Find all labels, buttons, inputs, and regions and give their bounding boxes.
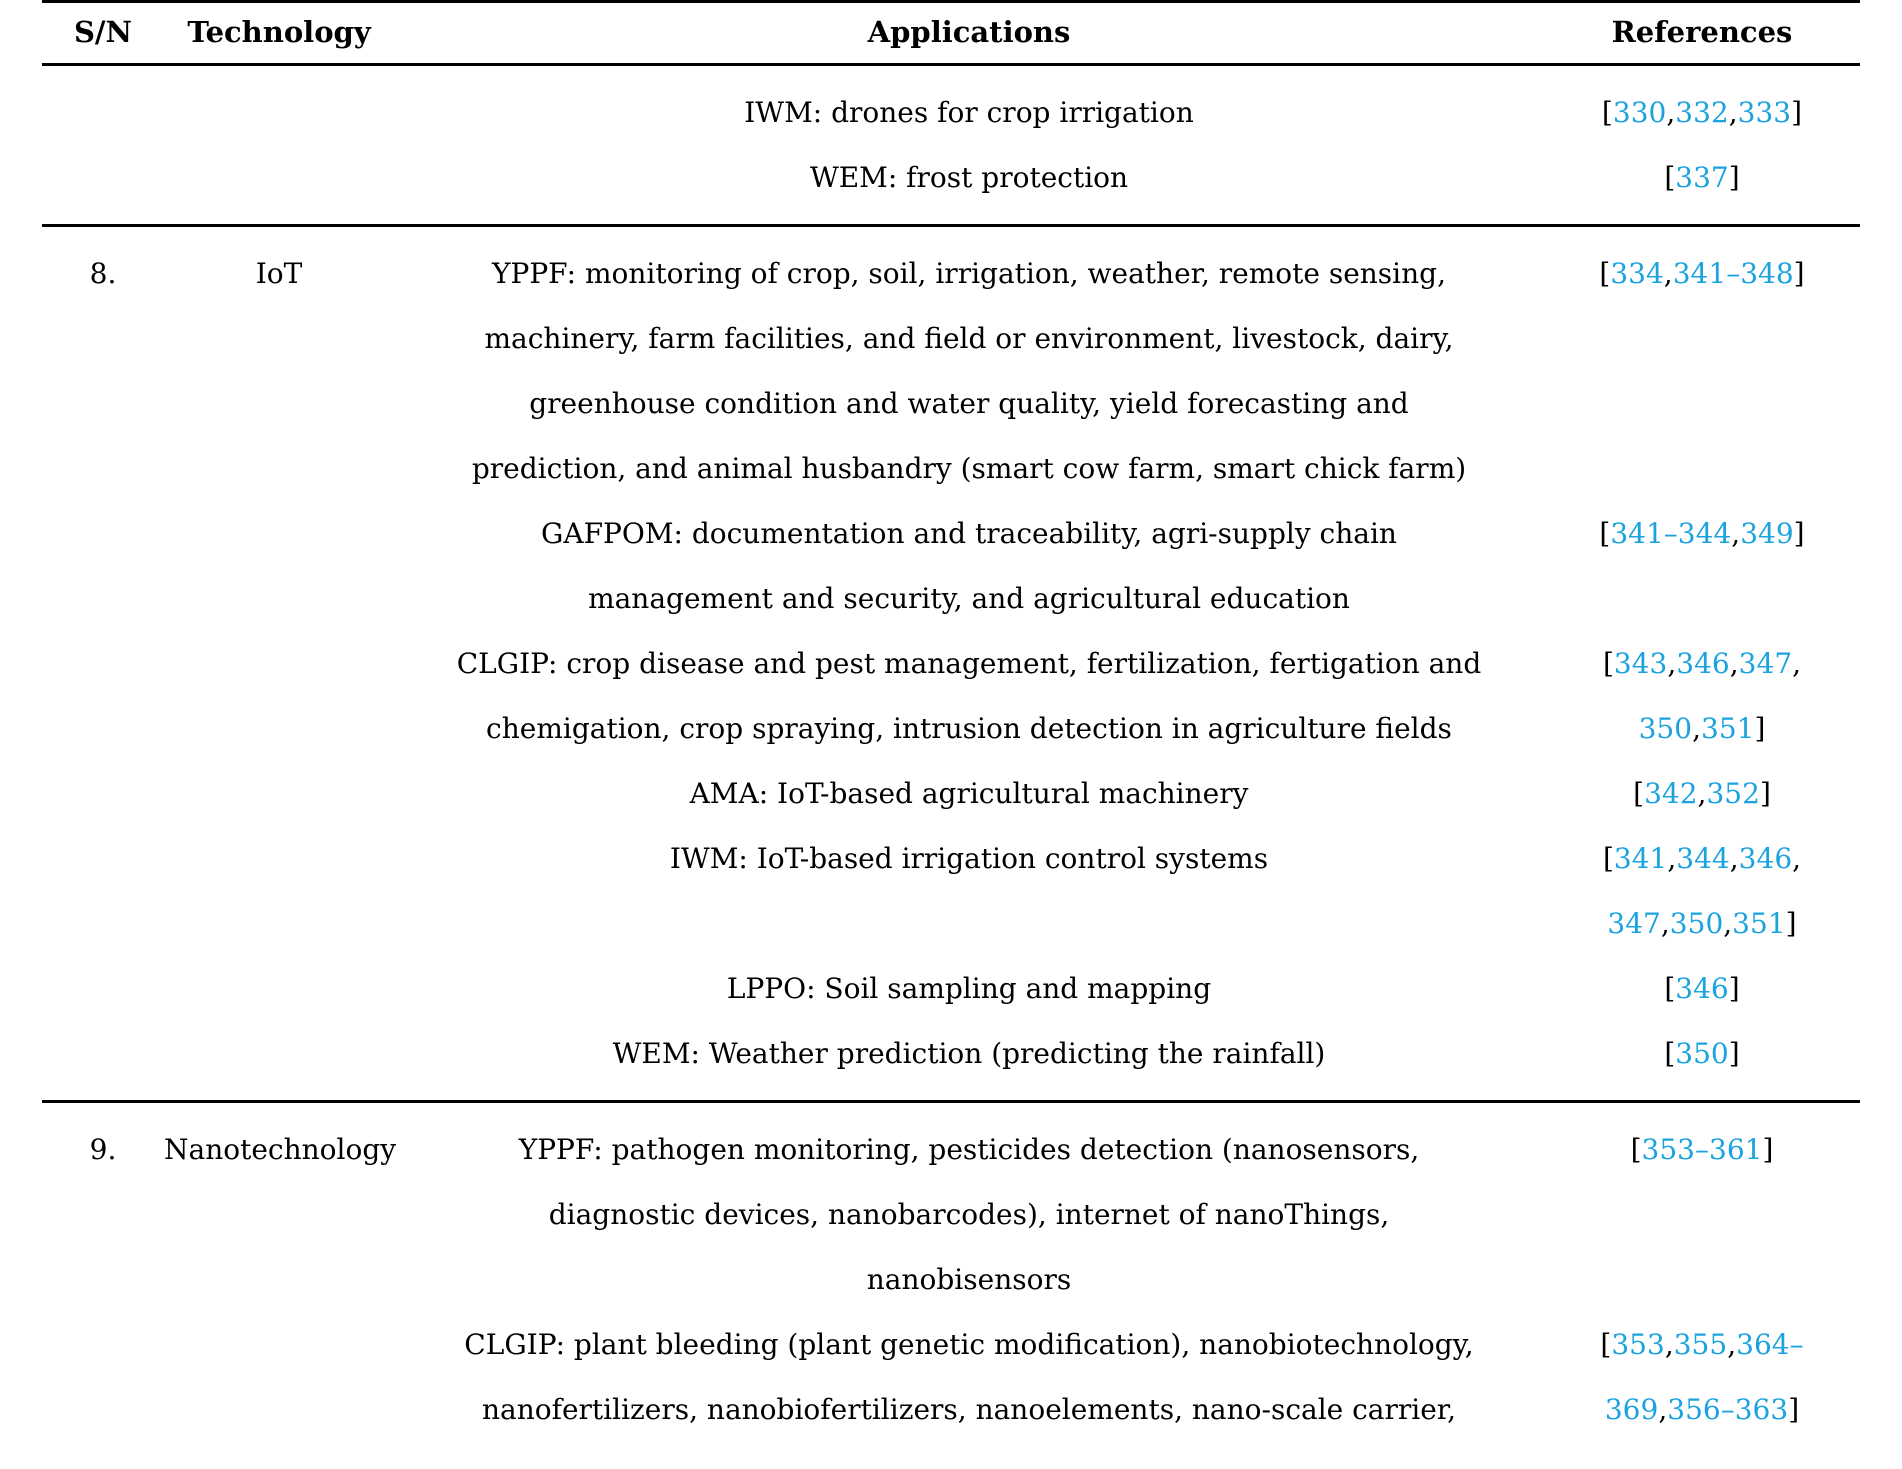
technology-applications-table	[42, 0, 1860, 1442]
spacer	[394, 210, 1544, 224]
reference-line[interactable]	[1544, 1312, 1860, 1377]
cell-technology	[164, 226, 394, 502]
table-row	[42, 956, 1860, 1021]
reference-line[interactable]	[1544, 891, 1860, 956]
reference-line[interactable]	[1544, 241, 1860, 306]
table-row	[42, 65, 1860, 146]
application-line: diagnostic devices, nanobarcodes), internet of nanoThings,	[548, 1198, 1390, 1232]
table-row	[42, 1021, 1860, 1102]
reference-citation[interactable]: [334,341–348]	[1599, 257, 1805, 291]
cell-references	[1544, 226, 1860, 502]
cell-applications	[394, 631, 1544, 761]
reference-citation[interactable]: 350,351]	[1638, 712, 1766, 746]
cell-sn	[42, 145, 164, 226]
spacer	[394, 1086, 1544, 1100]
application-line: nanobisensors	[866, 1263, 1072, 1297]
cell-references	[1544, 956, 1860, 1021]
application-line: prediction, and animal husbandry (smart cow farm, smart chick farm)	[471, 452, 1467, 486]
reference-line[interactable]	[1544, 1377, 1860, 1442]
cell-sn	[42, 826, 164, 956]
reference-citation[interactable]: [342,352]	[1633, 777, 1771, 811]
reference-citation[interactable]: [330,332,333]	[1601, 96, 1803, 130]
cell-technology	[164, 1312, 394, 1442]
column-header-references: References	[1544, 2, 1860, 65]
cell-references	[1544, 1312, 1860, 1442]
technology-name: Nanotechnology	[164, 1133, 397, 1167]
table-row	[42, 501, 1860, 631]
cell-technology	[164, 761, 394, 826]
spacer	[394, 1103, 1544, 1117]
cell-sn	[42, 1102, 164, 1313]
column-header-sn: S/N	[42, 2, 164, 65]
application-line: CLGIP: plant bleeding (plant genetic modification), nanobiotechnology,	[464, 1328, 1474, 1362]
reference-citation[interactable]: 369,356–363]	[1604, 1393, 1800, 1427]
column-header-applications: Applications	[394, 2, 1544, 65]
spacer	[1544, 210, 1860, 224]
column-header-technology: Technology	[164, 2, 394, 65]
cell-technology	[164, 826, 394, 956]
table-row	[42, 761, 1860, 826]
table-row	[42, 1102, 1860, 1313]
table-row	[42, 826, 1860, 956]
cell-sn	[42, 1312, 164, 1442]
spacer	[1544, 1103, 1860, 1117]
sn-value: 9.	[89, 1133, 117, 1167]
table-row	[42, 1312, 1860, 1442]
cell-references	[1544, 65, 1860, 146]
application-line: WEM: Weather prediction (predicting the rainfall)	[612, 1037, 1326, 1071]
cell-references	[1544, 145, 1860, 226]
application-line: IWM: drones for crop irrigation	[744, 96, 1194, 130]
reference-citation[interactable]: [346]	[1664, 972, 1740, 1006]
reference-citation[interactable]: 347,350,351]	[1607, 907, 1797, 941]
sn-value: 8.	[89, 257, 117, 291]
cell-sn	[42, 1021, 164, 1102]
cell-applications	[394, 1312, 1544, 1442]
reference-citation[interactable]: [350]	[1664, 1037, 1740, 1071]
reference-line[interactable]	[1544, 631, 1860, 696]
reference-citation[interactable]: [341,344,346,	[1602, 842, 1802, 876]
application-line: YPPF: pathogen monitoring, pesticides detection (nanosensors,	[518, 1133, 1420, 1167]
cell-technology	[164, 1102, 397, 1313]
cell-sn	[42, 501, 164, 631]
cell-applications	[394, 226, 1544, 502]
reference-line[interactable]	[1544, 1021, 1860, 1086]
cell-references	[1544, 1021, 1860, 1102]
cell-technology	[164, 631, 394, 761]
cell-applications	[394, 65, 1544, 146]
table-body	[42, 65, 1860, 1443]
reference-citation[interactable]: [353,355,364–	[1600, 1328, 1804, 1362]
reference-line[interactable]	[1544, 826, 1860, 891]
application-line: GAFPOM: documentation and traceability, agri-supply chain	[541, 517, 1397, 551]
application-line: CLGIP: crop disease and pest management, fertilization, fertigation and	[456, 647, 1482, 681]
cell-references	[1544, 826, 1860, 956]
application-line: IWM: IoT-based irrigation control systems	[669, 842, 1269, 876]
cell-references	[1544, 501, 1860, 631]
cell-applications	[394, 1021, 1544, 1102]
application-line: chemigation, crop spraying, intrusion detection in agriculture fields	[486, 712, 1452, 746]
cell-applications	[394, 956, 1544, 1021]
cell-applications	[394, 145, 1544, 226]
reference-line[interactable]	[1544, 956, 1860, 1021]
table-row	[42, 226, 1860, 502]
cell-sn	[42, 956, 164, 1021]
application-line: machinery, farm facilities, and field or environment, livestock, dairy,	[484, 322, 1454, 356]
application-line: LPPO: Soil sampling and mapping	[726, 972, 1212, 1006]
spacer	[1544, 227, 1860, 241]
cell-references	[1544, 631, 1860, 761]
application-line: AMA: IoT-based agricultural machinery	[689, 777, 1249, 811]
reference-citation[interactable]: [341–344,349]	[1599, 517, 1805, 551]
table-row	[42, 631, 1860, 761]
cell-technology	[164, 956, 394, 1021]
spacer	[394, 227, 1544, 241]
application-line: YPPF: monitoring of crop, soil, irrigation, weather, remote sensing,	[492, 257, 1446, 291]
cell-sn	[42, 226, 164, 502]
spacer	[164, 1103, 394, 1117]
application-line: greenhouse condition and water quality, yield forecasting and	[529, 387, 1409, 421]
cell-technology	[164, 501, 394, 631]
cell-technology	[164, 1021, 394, 1102]
cell-applications	[394, 761, 1544, 826]
spacer	[394, 66, 1544, 80]
reference-line[interactable]	[1544, 145, 1860, 210]
reference-citation[interactable]: [337]	[1664, 161, 1740, 195]
cell-technology	[164, 145, 394, 226]
cell-references	[1544, 1102, 1860, 1313]
cell-applications	[394, 501, 1544, 631]
spacer	[1544, 1086, 1860, 1100]
reference-line[interactable]	[1544, 80, 1860, 145]
reference-line[interactable]	[1544, 1117, 1860, 1182]
spacer	[42, 227, 164, 241]
cell-applications	[394, 826, 1544, 956]
reference-line[interactable]	[1544, 501, 1860, 566]
header-row	[42, 2, 1860, 65]
spacer	[1544, 66, 1860, 80]
table-header	[42, 2, 1860, 65]
spacer	[164, 227, 394, 241]
application-line: management and security, and agricultural education	[588, 582, 1350, 616]
spacer	[42, 1103, 164, 1117]
reference-line[interactable]	[1544, 761, 1860, 826]
technology-name: IoT	[255, 257, 303, 291]
cell-technology	[164, 65, 394, 146]
cell-sn	[42, 761, 164, 826]
cell-sn	[42, 65, 164, 146]
application-line: nanofertilizers, nanobiofertilizers, nanoelements, nano-scale carrier,	[481, 1393, 1456, 1427]
application-line: WEM: frost protection	[809, 161, 1129, 195]
cell-applications	[394, 1102, 1544, 1313]
reference-citation[interactable]: [353–361]	[1630, 1133, 1774, 1167]
cell-sn	[42, 631, 164, 761]
cell-references	[1544, 761, 1860, 826]
reference-line[interactable]	[1544, 696, 1860, 761]
reference-citation[interactable]: [343,346,347,	[1602, 647, 1802, 681]
table-row	[42, 145, 1860, 226]
